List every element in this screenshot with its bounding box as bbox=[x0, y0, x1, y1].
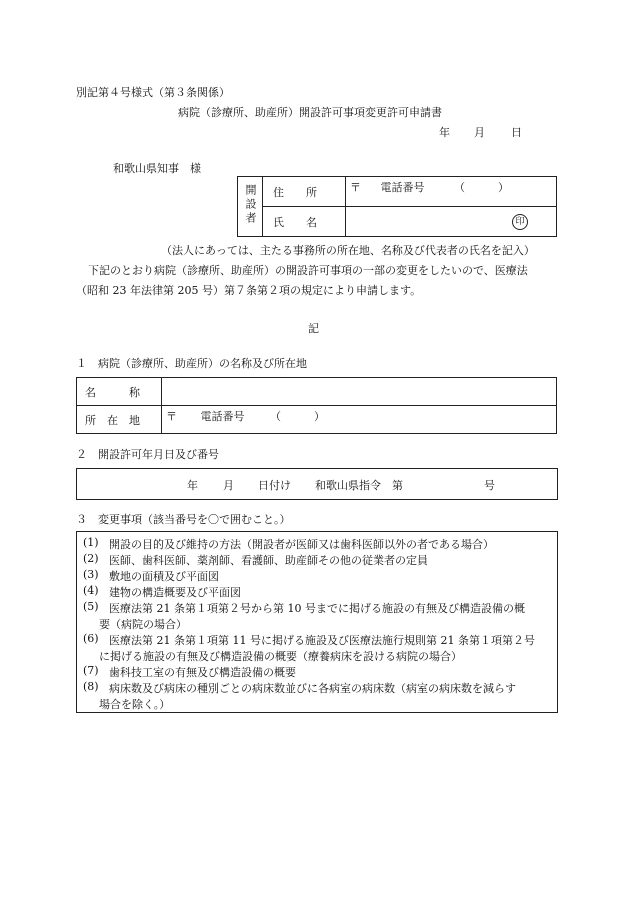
postal-mark: 〒 bbox=[350, 181, 361, 194]
permit-year: 年 bbox=[187, 479, 198, 492]
facility-table bbox=[76, 377, 557, 434]
permit-authority: 和歌山県指令 第 bbox=[315, 479, 403, 492]
applicant-label: 開設者 bbox=[244, 184, 257, 226]
address-label: 住 所 bbox=[273, 185, 317, 199]
date-month: 月 bbox=[474, 126, 485, 139]
item-number: (3) bbox=[83, 568, 99, 581]
item-text-continued: 要（病院の場合） bbox=[99, 618, 187, 631]
change-items-box bbox=[76, 531, 558, 713]
permit-box[interactable] bbox=[76, 468, 558, 500]
item-text: 医療法第 21 条第１項第 11 号に掲げる施設及び医療法施行規則第 21 条第１項第２号 bbox=[109, 634, 535, 647]
facility-phone-label: 電話番号 bbox=[200, 410, 245, 423]
item-text: 医療法第 21 条第１項第２号から第 10 号までに掲げる施設の有無及び構造設備の概 bbox=[109, 602, 525, 615]
applicant-label-cell bbox=[238, 177, 263, 237]
name-label: 氏 名 bbox=[273, 215, 317, 229]
name-value-cell[interactable] bbox=[346, 207, 557, 237]
item-number: (7) bbox=[83, 664, 99, 677]
facility-name-value[interactable] bbox=[162, 378, 557, 406]
item-text: 病床数及び病床の種別ごとの病床数並びに各病室の病床数（病室の病床数を減らす bbox=[109, 682, 516, 695]
item-text: 建物の構造概要及び平面図 bbox=[109, 586, 241, 599]
item-text: 開設の目的及び維持の方法（開設者が医師又は歯科医師以外の者である場合） bbox=[109, 538, 494, 551]
item-number: (8) bbox=[83, 680, 99, 693]
item-text-continued: に掲げる施設の有無及び構造設備の概要（療養病床を設ける病院の場合） bbox=[99, 650, 462, 663]
body-line-1: 下記のとおり病院（診療所、助産所）の開設許可事項の一部の変更をしたいので、医療法 bbox=[88, 264, 528, 277]
item-number: (5) bbox=[83, 600, 99, 613]
address-label-cell bbox=[263, 177, 346, 207]
address-value-cell[interactable] bbox=[346, 177, 557, 207]
name-label-cell bbox=[263, 207, 346, 237]
facility-location-value[interactable] bbox=[162, 406, 557, 434]
section1-heading: １ 病院（診療所、助産所）の名称及び所在地 bbox=[76, 357, 307, 370]
facility-location-label-cell bbox=[77, 406, 162, 434]
applicant-table bbox=[237, 176, 557, 237]
item-number: (2) bbox=[83, 552, 99, 565]
section2-heading: ２ 開設許可年月日及び番号 bbox=[76, 448, 219, 461]
section3-heading: ３ 変更事項（該当番号を〇で囲むこと。） bbox=[76, 513, 291, 526]
facility-phone-paren: （ ） bbox=[270, 410, 325, 423]
item-text: 医師、歯科医師、薬剤師、看護師、助産師その他の従業者の定員 bbox=[109, 554, 428, 567]
facility-name-label: 名 称 bbox=[85, 385, 140, 399]
facility-location-label: 所 在 地 bbox=[85, 413, 140, 427]
date-day: 日 bbox=[511, 126, 522, 139]
date-year: 年 bbox=[439, 126, 450, 139]
item-number: (6) bbox=[83, 632, 99, 645]
item-number: (4) bbox=[83, 584, 99, 597]
phone-label: 電話番号 bbox=[380, 181, 425, 194]
facility-name-label-cell bbox=[77, 378, 162, 406]
change-item-8-continued: 場合を除く。） bbox=[99, 698, 171, 711]
change-items-list bbox=[83, 536, 551, 710]
ki-label: 記 bbox=[308, 322, 319, 335]
form-number: 別記第４号様式（第３条関係） bbox=[76, 86, 230, 99]
phone-paren: （ ） bbox=[454, 181, 509, 194]
facility-postal-mark: 〒 bbox=[166, 410, 177, 423]
body-line-2: （昭和 23 年法律第 205 号）第７条第２項の規定により申請します。 bbox=[76, 284, 422, 297]
permit-month: 月 bbox=[223, 479, 234, 492]
item-text: 歯科技工室の有無及び構造設備の概要 bbox=[109, 666, 296, 679]
seal-mark-icon: 印 bbox=[512, 214, 528, 230]
item-text: 敷地の面積及び平面図 bbox=[109, 570, 219, 583]
document-title: 病院（診療所、助産所）開設許可事項変更許可申請書 bbox=[178, 106, 442, 119]
permit-number-suffix: 号 bbox=[484, 479, 495, 492]
permit-day-suffix: 日付け bbox=[258, 479, 291, 492]
item-number: (1) bbox=[83, 536, 99, 549]
applicant-note: （法人にあっては、主たる事務所の所在地、名称及び代表者の氏名を記入） bbox=[161, 244, 535, 257]
addressee: 和歌山県知事 様 bbox=[113, 162, 201, 175]
